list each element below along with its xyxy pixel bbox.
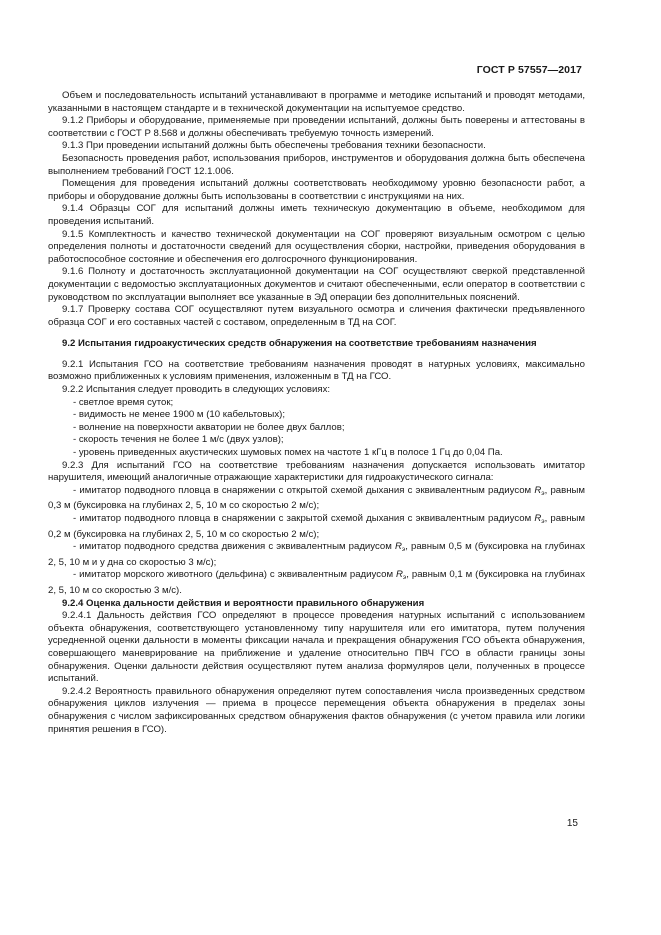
radius-symbol: R <box>394 541 402 553</box>
radius-subscript: э <box>541 518 545 525</box>
simulator-text: , равным 0,2 м (буксировка на глубинах 2, 5, 10 м со скоростью 2 м/с); <box>48 513 585 540</box>
condition-item: - светлое время суток; <box>73 396 174 408</box>
paragraph-9-1-5: 9.1.5 Комплектность и качество технической документации на СОГ проверяют визуальным осмотром с целью определения полноты и достаточности сведений для осуществления сборки, настройки, приведения оборудования в работоспособное состояние и обеспечения его долгосрочного функционирования. <box>48 228 585 265</box>
radius-symbol: R <box>534 484 542 496</box>
paragraph-9-1-2: 9.1.2 Приборы и оборудование, применяемые при проведении испытаний, должны быть поверены и аттестованы в соответствии с ГОСТ Р 8.568 и должны обеспечивать требуемую точность измерений. <box>48 115 585 139</box>
paragraph-9-1-4: 9.1.4 Образцы СОГ для испытаний должны иметь техническую документацию в объеме, необходимом для проведения испытаний. <box>48 203 585 227</box>
paragraph: Безопасность проведения работ, использования приборов, инструментов и оборудования должна быть обеспечена выполнением требований ГОСТ 12.1.006. <box>48 152 585 177</box>
radius-symbol: R <box>395 569 403 581</box>
radius-symbol: R <box>534 513 542 524</box>
page-number: 15 <box>566 818 578 829</box>
paragraph-9-2-4-2: 9.2.4.2 Вероятность правильного обнаружения определяют путем сопоставления числа произведенных средством обнаружения циклов излучения — приема в процессе перемещения объекта обнаружения в пределах зоны обнаружения с числом зафиксированных средством обнаружения фактов обнаружения (с учетом правила или логики принятия решения в ГСО). <box>48 685 585 735</box>
paragraph-9-2-3: 9.2.3 Для испытаний ГСО на соответствие требованиям назначения допускается использовать имитатор нарушителя, имеющий аналогичные отражающие характеристики для гидроакустического сигнала: <box>48 459 585 484</box>
simulator-text: - имитатор подводного пловца в снаряжении с закрытой схемой дыхания с эквивалентным радиусом <box>73 513 535 524</box>
condition-item: - видимость не менее 1900 м (10 кабельтовых); <box>73 409 285 421</box>
simulator-text: - имитатор морского животного (дельфина) с эквивалентным радиусом <box>73 569 396 581</box>
document-code-header: ГОСТ Р 57557—2017 <box>476 64 582 76</box>
condition-item: - волнение на поверхности акватории не более двух баллов; <box>73 421 345 433</box>
section-heading-9-2: 9.2 Испытания гидроакустических средств обнаружения на соответствие требованиям назначения <box>62 338 537 350</box>
simulator-item <box>48 569 585 597</box>
simulator-item <box>48 513 585 541</box>
section-heading-9-2-4: 9.2.4 Оценка дальности действия и вероятности правильного обнаружения <box>62 597 425 609</box>
simulator-item <box>48 541 585 569</box>
paragraph-9-1-3: 9.1.3 При проведении испытаний должны быть обеспечены требования техники безопасности. <box>62 140 486 152</box>
paragraph-9-1-7: 9.1.7 Проверку состава СОГ осуществляют путем визуального осмотра и сличения фактически предъявленного образца СОГ и его составных частей с составом, определенным в ТД на СОГ. <box>48 304 585 328</box>
paragraph-9-2-1: 9.2.1 Испытания ГСО на соответствие требованиям назначения проводят в натурных условиях, максимально возможно приближенных к условиям применения, изложенным в ТД на ГСО. <box>48 358 585 383</box>
paragraph-9-1-6: 9.1.6 Полноту и достаточность эксплуатационной документации на СОГ осуществляют сверкой представленной документации с ведомостью эксплуатационных документов и считают обеспеченными, если оператор в соответствии с руководством по эксплуатации выполняет все указанные в ЭД операции без дополнительных пояснений. <box>48 266 585 303</box>
simulator-text: , равным 0,3 м (буксировка на глубинах 2, 5, 10 м со скоростью 2 м/с); <box>48 484 586 512</box>
radius-subscript: э <box>402 574 407 582</box>
simulator-text: , равным 0,1 м (буксировка на глубинах 2, 5, 10 м со скоростью 3 м/с). <box>48 569 585 596</box>
paragraph: Объем и последовательность испытаний устанавливают в программе и методике испытаний и проводят методами, указанными в настоящем стандарте и в технической документации на испытуемое средство. <box>48 90 585 114</box>
radius-subscript: э <box>541 489 545 497</box>
simulator-text: - имитатор подводного пловца в снаряжении с открытой схемой дыхания с эквивалентным радиусом <box>73 484 535 496</box>
paragraph-9-2-2: 9.2.2 Испытания следует проводить в следующих условиях: <box>62 384 331 396</box>
condition-item: - скорость течения не более 1 м/с (двух узлов); <box>73 434 284 446</box>
simulator-text: - имитатор подводного средства движения с эквивалентным радиусом <box>73 541 395 553</box>
document-body <box>48 90 585 736</box>
paragraph-9-2-4-1: 9.2.4.1 Дальность действия ГСО определяют в процессе проведения натурных испытаний с использованием объекта обнаружения, соответствующего установленному типу нарушителя или его имитатора, путем получения усредненной оценки дальности в моменты фиксации начала и прекращения обнаружения ГСО объекта обнаружения, совершающего маневрирование на приближение и удаление относительно ПВЧ ГСО в области границы зоны обнаружения. Оценки дальности действия осуществляют путем анализа формуляров цели, полученных в процессе испытаний. <box>48 610 585 685</box>
simulator-text: , равным 0,5 м (буксировка на глубинах 2, 5, 10 м и у дна со скоростью 3 м/с); <box>48 541 585 568</box>
radius-subscript: э <box>401 546 406 554</box>
paragraph: Помещения для проведения испытаний должны соответствовать необходимому уровню безопасности работ, а приборы и оборудование должны быть использованы в соответствии с инструкциями на них. <box>48 178 585 202</box>
condition-item: - уровень приведенных акустических шумовых помех на частоте 1 кГц в полосе 1 Гц до 0,04 Па. <box>73 447 503 459</box>
simulator-item <box>48 485 585 513</box>
